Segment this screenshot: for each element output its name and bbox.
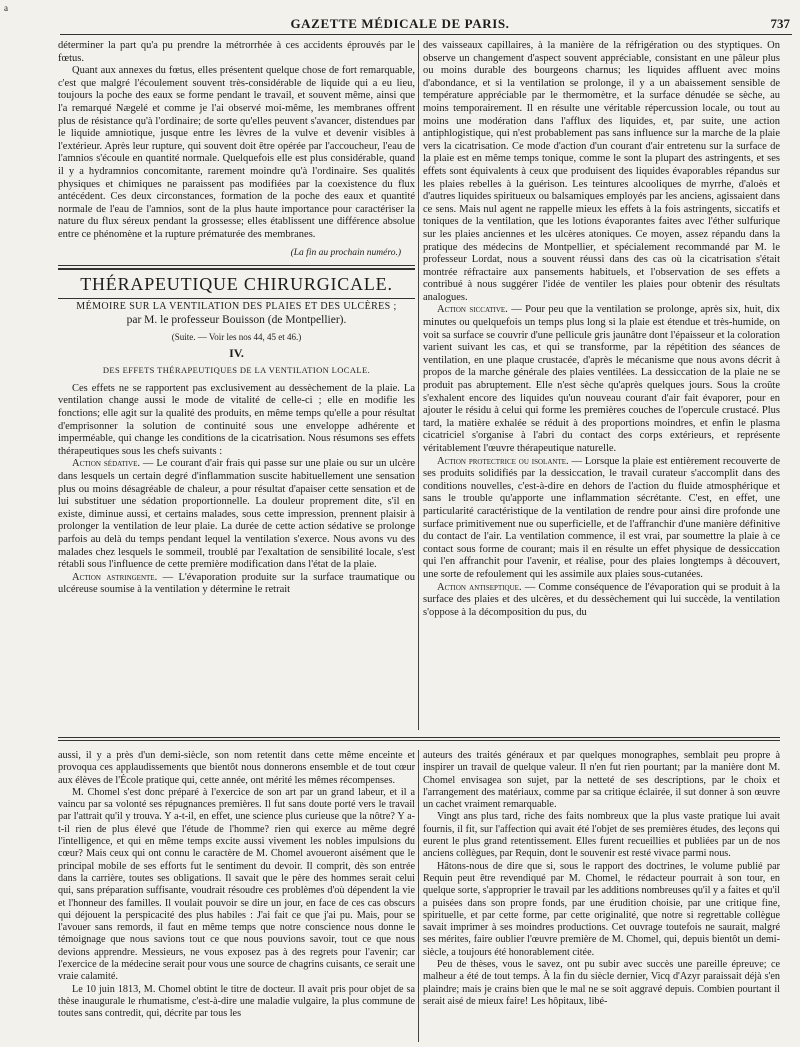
feuilleton-rule bbox=[58, 740, 780, 741]
paragraph-lead: Action siccative. bbox=[437, 304, 508, 316]
paragraph-lead: Action antiseptique. bbox=[437, 581, 522, 593]
paragraph: des vaisseaux capillaires, à la manière de la réfrigération ou des styptiques. On observe un changement d'aspect souvent appréciable, consistant en une pâleur plus ou moins durable des bourgeons charnus; les liquides affluent avec moins d'abondance, et si la ventilation se prolonge, il y a un abaissement sensible de température appréciable par le thermomètre, et la surface dénudée se sèche, au moins temporairement. Il en résulte une véritable répercussion locale, ou tout au moins une modération dans l'afflux des liquides, et, par suite, une action antiphlogistique, qui n'est probablement pas sans influence sur la marche de la plaie vers la cicatrisation. Ce mode d'action d'un courant d'air entretenu sur la surface de la plaie est en même temps tonique, comme le sont la plupart des astringents, et ses effets sont équivalents à ceux que produisent des liquides évaporables répandus sur les plaies rebelles à la guérison. Les teintures alcooliques de myrrhe, d'aloès et d'autres liquides spiritueux ou balsamiques employés par les anciens, agissaient dans ce sens. Mais nul agent ne rappelle mieux les effets à la fois astringents, siccatifs et toniques de la ventilation, que les lotions évaporantes faites avec l'éther sulfurique sur les plaies anciennes et les ulcères atoniques. Ce moyen, assez répandu dans la pratique des médecins de Montpellier, et spécialement recommandé par M. le professeur Lordat, nous a souvent réussi dans des cas où la cicatrisation s'était montrée réfractaire aux pansements habituels, et l'observation de ses effets a contribué à nous suggérer l'idée de ventiler les plaies pour obtenir des résultats analogues. bbox=[423, 40, 780, 303]
section-rule bbox=[58, 298, 415, 299]
header-rule bbox=[60, 34, 792, 35]
feuilleton-right bbox=[423, 750, 780, 1042]
suite-note: (Suite. — Voir les nos 44, 45 et 46.) bbox=[171, 332, 302, 343]
paragraph: M. Chomel s'est donc préparé à l'exercice de son art par un grand labeur, et il a vaincu par sa volonté ses répugnances premières. Il fut sans doute porté vers le travail par l'attrait qu'il y trouva. Y a-t-il, en effet, une science plus curieuse que la nôtre? Y a-t-il rien de plus élevé que l'étude de l'homme? rien qui exerce au même degré l'intelligence, et qui en même temps excite aussi vivement les nobles impulsions du cœur? Mais ceux qui ont connu le caractère de M. Chomel avoueront aisément que le principal mobile de ses efforts fut le sentiment du devoir. Il comprit, dès son entrée dans la carrière, toutes ses obligations. Il savait que le père des hommes serait celui qui, sans préparation suffisante, voudrait résoudre ces problèmes d'où dépendent la vie et l'honneur des familles. Il voulait pouvoir se dire un jour, en face de ces cas obscurs qui déjouent la perspicacité des plus habiles : J'ai fait ce que j'ai pu. Mais, pour se l'avouer sans remords, il faut en même temps que notre conscience nous donne le témoignage que nous savions tout ce que nous pouvions savoir, tout ce que nous devions apprendre. Messieurs, ne vous exposez pas à des regrets pour l'avenir; car l'exercice de la médecine serait pour vous une source de chagrins cuisants, ce serait une vraie calamité. bbox=[58, 786, 415, 983]
feuilleton-rule bbox=[58, 737, 780, 738]
column-left bbox=[58, 40, 415, 730]
feuilleton-left bbox=[58, 750, 415, 1042]
paragraph bbox=[423, 304, 780, 455]
paragraph bbox=[58, 458, 415, 571]
article-author: par M. le professeur Bouisson (de Montpellier). bbox=[126, 314, 347, 327]
paragraph: Hâtons-nous de dire que si, sous le rapport des doctrines, le volume publié par Requin peut être revendiqué par M. Chomel, le rédacteur pourrait à son tour, en quelque sorte, s'approprier le travail par les additions nombreuses qu'il y a faites et qu'il a puisées dans son propre fonds, par une érudition choisie, par une critique fine, spirituelle, et par cette forme, par cette originalité, que notre si regrettable collègue savait imprimer à ses moindres productions. Cet ouvrage toutefois ne saurait, malgré ses mérites, faire oublier l'œuvre première de M. Chomel, qui, depuis bientôt un demi-siècle, a toujours été honorablement citée. bbox=[423, 860, 780, 958]
section-heading: THÉRAPEUTIQUE CHIRURGICALE. bbox=[80, 274, 393, 295]
paragraph-body: — L'évaporation produite sur la surface traumatique ou ulcéreuse soumise à la ventilation y détermine le retrait bbox=[58, 571, 415, 596]
paragraph-body: — Le courant d'air frais qui passe sur une plaie ou sur un ulcère dans lesquels un certain degré d'inflammation suscite habituellement une sensation plus ou moins désagréable de chaleur, a pour résultat d'apaiser cette sensation et de lui substituer une sédation proportionnelle. La douleur proprement dite, s'il en existe, diminue aussi, et certains malades, sous cette impression, prennent plaisir à prolonger la ventilation de leur plaie. La durée de cette action sédative se prolonge parfois au delà du temps pendant lequel la ventilation s'exerce. Nous avons vu des malades chez lesquels le sommeil, troublé par l'exaltation de sensibilité locale, s'est rétabli sous l'influence de cette première modification dans l'état de la plaie. bbox=[58, 458, 415, 571]
paragraph: auteurs des traités généraux et par quelques monographes, semblait peu propre à inspirer un travail de quelque valeur. Il n'en fut rien pourtant; par la manière dont M. Chomel envisagea son sujet, par la netteté de ses descriptions, par le choix et l'arrangement des matériaux, comme par sa critique éclairée, il sut donner à son œuvre un cachet vraiment remarquable. bbox=[423, 750, 780, 811]
section-rule bbox=[58, 268, 415, 270]
page-header bbox=[0, 0, 800, 34]
page-number: 737 bbox=[770, 16, 790, 31]
paragraph-lead: Action astringente. bbox=[72, 571, 158, 583]
column-divider bbox=[418, 40, 419, 730]
article-title: MÉMOIRE SUR LA VENTILATION DES PLAIES ET DES ULCÈRES ; bbox=[76, 301, 397, 313]
paragraph: Ces effets ne se rapportent pas exclusivement au dessèchement de la plaie. La ventilation change aussi le mode de vitalité de celle-ci ; elle en modifie les fonctions; elle agit sur la qualité des produits, en même temps qu'elle a pour résultat d'emprisonner la solution de continuité sous une enveloppe adhérente et imperméable, qui change les conditions de la cicatrisation. Nous résumons ses effets thérapeutiques sous les chefs suivants : bbox=[58, 382, 415, 457]
paragraph bbox=[58, 572, 415, 597]
paragraph bbox=[423, 582, 780, 620]
paragraph bbox=[423, 456, 780, 582]
paragraph: déterminer la part qu'a pu prendre la métrorrhée à ces accidents éprouvés par le fœtus. bbox=[58, 40, 415, 64]
chapter-number: IV. bbox=[229, 345, 244, 360]
paragraph-lead: Action sédative. bbox=[72, 458, 140, 470]
paragraph-body: — Pour peu que la ventilation se prolonge, après six, huit, dix minutes ou quelquefois un temps plus long si la plaie est étendue et très-humide, on voit sa surface se couvrir d'une pellicule gris jaunâtre dont l'épaisseur et la coloration varient suivant les cas, et qui se transforme, par la répétition des séances de ventilation, en une plaque crustacée, d'après le mécanisme que nous avons décrit à propos de la marche générale des plaies ventilées. La dessiccation de la plaie ne se produit pas abruptement. Elle n'est sèche qu'après quelques jours. Sous la croûte s'exhalent encore des liquides qu'un nouveau courant d'air fait évaporer, pour en ajouter le résidu à celui qui forme les premières couches de l'opercule crustacé. Plus tard, la matière exhalée se réduit à des proportions moindres, et enfin le plasma cicatriciel s'organise à l'abri du contact des corps extérieurs, et représente véritablement l'œuvre thérapeutique naturelle. bbox=[423, 304, 780, 454]
corner-mark: a bbox=[4, 3, 8, 13]
paragraph: Quant aux annexes du fœtus, elles présentent quelque chose de fort remarquable, c'est que malgré l'écoulement souvent très-considérable de liquide qui a eu lieu, toujours la poche des eaux se forme pendant le travail, et souvent même, ainsi que l'a remarqué Nægelé et comme je l'ai observé moi-même, les membranes offrent plus de résistance qu'à l'ordinaire; de sorte qu'elles peuvent s'avancer, distendues par le liquide amniotique, jusque entre les lèvres de la vulve et devenir visibles à l'extérieur. Après leur rupture, qui souvent doit être opérée par l'accoucheur, l'eau de l'amnios s'écoule en quantité normale. Quelquefois elle est plus considérable, quand il y a hydramnios concomitante, rarement moindre qu'à l'ordinaire. Ses qualités physiques et chimiques ne paraissent pas modifiées par la coexistence du flux antécédent. Ces deux circonstances, formation de la poche des eaux et quantité normale de l'eau de l'amnios, sont de la plus haute importance pour caractériser la nature du flux séreux pendant la grossesse; elles établissent une différence absolue entre ce phénomène et la rupture prématurée des membranes. bbox=[58, 65, 415, 240]
column-divider bbox=[418, 750, 419, 1042]
paragraph: aussi, il y a près d'un demi-siècle, son nom retentit dans cette même enceinte et provoqua ces applaudissements que bientôt nous donnerons ensemble et de tout cœur aux élèves de l'École pratique qui, cette année, ont mérité les mêmes récompenses. bbox=[58, 750, 415, 786]
paragraph-body: — Lorsque la plaie est entièrement recouverte de ses produits solidifiés par la dessiccation, le travail curateur s'accomplit dans des conditions nouvelles, c'est-à-dire en dehors de l'action du fluide atmosphérique et sans le trouble qu'apporte une inflammation sécrétante. C'est, en effet, une particularité caractéristique de la ventilation de rendre pour ainsi dire profonde une surface primitivement nue ou superficielle, et de l'affranchir d'une manière définitive du contact de l'air. La ventilation commence, il est vrai, par soumettre la plaie à ce contact sous forme de courant; mais il en résulte un effet physique de dessiccation qui l'en affranchit pour l'avenir, et réalise, pour des plaies longtemps à découvert, une sorte de refoulement qui les assimile aux plaies sous-cutanées. bbox=[423, 455, 780, 580]
chapter-subheading: DES EFFETS THÉRAPEUTIQUES DE LA VENTILATION LOCALE. bbox=[102, 365, 371, 376]
paragraph: Peu de thèses, vous le savez, ont pu subir avec succès une pareille épreuve; ce malheur a été de tout temps. À la fin du siècle dernier, Vicq d'Azyr paraissait déjà s'en plaindre; mais je crains bien que le mal ne se soit aggravé depuis. Combien pourtant il serait aisé de mieux faire! Les hôpitaux, libé- bbox=[423, 959, 780, 1007]
journal-title: GAZETTE MÉDICALE DE PARIS. bbox=[290, 16, 510, 31]
continuation-note: (La fin au prochain numéro.) bbox=[290, 247, 401, 258]
column-right bbox=[423, 40, 780, 730]
paragraph-body: — Comme conséquence de l'évaporation qui se produit à la surface des plaies et des ulcères, et du dessèchement qui lui succède, la ventilation s'oppose à la décomposition du pus, du bbox=[423, 581, 780, 618]
paragraph: Le 10 juin 1813, M. Chomel obtint le titre de docteur. Il avait pris pour objet de sa thèse inaugurale le rhumatisme, c'est-à-dire une maladie vulgaire, la plus commune de toutes sans contredit, qui, décrite par tous les bbox=[58, 983, 415, 1020]
section-rule bbox=[58, 265, 415, 266]
paragraph: Vingt ans plus tard, riche des faits nombreux que la plus vaste pratique lui avait fournis, il fit, sur l'affection qui avait été l'objet de ses premières études, des leçons qui eurent le plus grand retentissement. Elles furent recueillies et publiées par un de nos anciens collègues, par Requin, dont le souvenir est resté vivace parmi nous. bbox=[423, 811, 780, 860]
paragraph-lead: Action protectrice ou isolante. bbox=[437, 455, 569, 467]
